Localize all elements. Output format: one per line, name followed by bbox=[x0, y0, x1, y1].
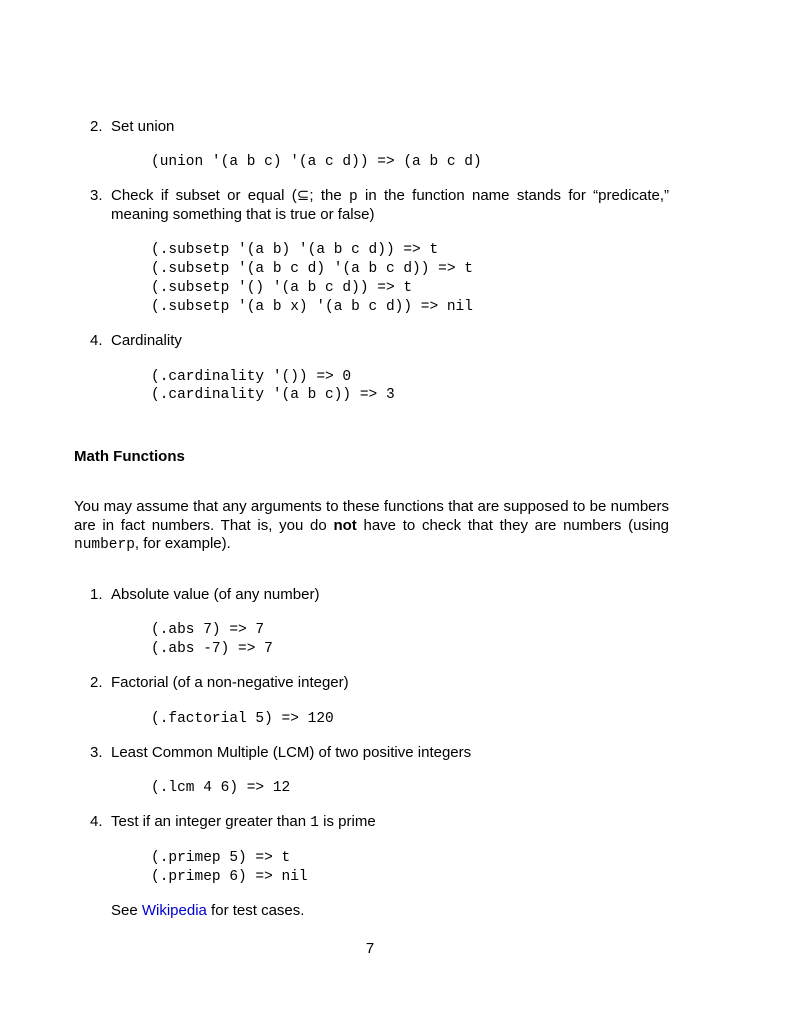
code-line: (.lcm 4 6) => 12 bbox=[151, 780, 291, 796]
page-number: 7 bbox=[365, 940, 375, 957]
item-title-factorial: Factorial (of a non-negative integer) bbox=[111, 674, 349, 691]
title-text: Check if subset or equal ( bbox=[111, 187, 297, 204]
title-text: ; the bbox=[309, 187, 349, 204]
see-text: See bbox=[111, 902, 142, 919]
see-wikipedia-line bbox=[111, 902, 304, 920]
inline-code: 1 bbox=[310, 815, 319, 831]
code-line: (.subsetp '(a b c d) '(a b c d)) => t bbox=[151, 261, 473, 277]
code-line: (.primep 6) => nil bbox=[151, 869, 308, 885]
code-line: (.subsetp '(a b x) '(a b c d)) => nil bbox=[151, 299, 473, 315]
item-title-set-union: Set union bbox=[111, 118, 175, 135]
list-number: 3. bbox=[90, 744, 103, 761]
intro-paragraph bbox=[74, 498, 669, 555]
item-title-lcm: Least Common Multiple (LCM) of two positive integers bbox=[111, 744, 472, 761]
see-text: for test cases. bbox=[206, 902, 305, 919]
intro-line bbox=[74, 535, 669, 555]
inline-code: p bbox=[349, 189, 358, 205]
code-line: (.cardinality '()) => 0 bbox=[151, 369, 352, 385]
title-text: Test if an integer greater than bbox=[111, 813, 311, 830]
list-number: 1. bbox=[90, 586, 103, 603]
list-number: 2. bbox=[90, 118, 103, 135]
intro-text: , for example). bbox=[134, 535, 231, 552]
code-line: (.subsetp '() '(a b c d)) => t bbox=[151, 280, 413, 296]
code-line: (.primep 5) => t bbox=[151, 850, 291, 866]
code-line: (union '(a b c) '(a c d)) => (a b c d) bbox=[151, 154, 482, 170]
code-line: (.subsetp '(a b) '(a b c d)) => t bbox=[151, 242, 439, 258]
code-line: (.abs 7) => 7 bbox=[151, 622, 265, 638]
intro-text: are in fact numbers. That is, you do bbox=[74, 516, 334, 534]
code-line: (.cardinality '(a b c)) => 3 bbox=[151, 387, 395, 403]
code-line: (.factorial 5) => 120 bbox=[151, 711, 334, 727]
list-number: 3. bbox=[90, 187, 103, 204]
intro-text: have to check that they are numbers (using bbox=[356, 516, 670, 534]
title-text: in the function name stands for “predicate,” bbox=[357, 187, 669, 204]
section-heading: Math Functions bbox=[74, 448, 185, 465]
list-number: 4. bbox=[90, 332, 103, 349]
item-title-abs: Absolute value (of any number) bbox=[111, 586, 320, 603]
title-text: is prime bbox=[319, 813, 376, 830]
item-title-subset bbox=[111, 187, 669, 206]
wikipedia-link[interactable]: Wikipedia bbox=[141, 902, 207, 919]
list-number: 2. bbox=[90, 674, 103, 691]
item-title-primep bbox=[111, 813, 376, 832]
list-number: 4. bbox=[90, 813, 103, 830]
item-title-subset-line2: meaning something that is true or false) bbox=[111, 206, 375, 223]
intro-bold: not bbox=[333, 516, 357, 534]
intro-line: You may assume that any arguments to these functions that are supposed to be numbers bbox=[74, 498, 669, 515]
item-title-cardinality: Cardinality bbox=[111, 332, 182, 349]
subset-symbol: ⊆ bbox=[296, 187, 310, 204]
intro-line bbox=[74, 517, 669, 536]
code-line: (.abs -7) => 7 bbox=[151, 641, 273, 657]
inline-code: numberp bbox=[74, 537, 135, 553]
